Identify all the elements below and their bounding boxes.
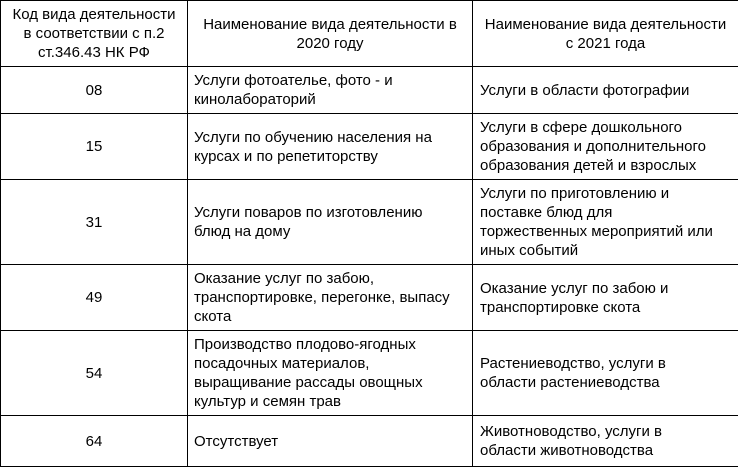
table-cell-name-2021: Оказание услуг по забою и транспортировке скота <box>473 265 738 331</box>
table-cell-name-2020: Услуги поваров по изготовлению блюд на дому <box>188 180 473 265</box>
table-row <box>1 331 738 416</box>
table-cell-name-2020: Услуги по обучению населения на курсах и по репетиторству <box>188 114 473 180</box>
table-row <box>1 265 738 331</box>
table-cell-name-2021: Услуги в области фотографии <box>473 67 738 114</box>
table-row <box>1 416 738 467</box>
table-header-row <box>1 1 738 67</box>
table-cell-name-2020: Отсутствует <box>188 416 473 467</box>
table-cell-code: 15 <box>1 114 188 180</box>
table-row <box>1 114 738 180</box>
header-cell-code: Код вида деятельности в соответствии с п.2 ст.346.43 НК РФ <box>1 1 188 67</box>
table-cell-name-2021: Услуги в сфере дошкольного образования и дополнительного образования детей и взрослых <box>473 114 738 180</box>
table-cell-code: 54 <box>1 331 188 416</box>
table-cell-name-2020: Услуги фотоателье, фото - и кинолабораторий <box>188 67 473 114</box>
table-cell-name-2021: Животноводство, услуги в области животноводства <box>473 416 738 467</box>
table-row <box>1 180 738 265</box>
table-cell-code: 49 <box>1 265 188 331</box>
table-cell-code: 64 <box>1 416 188 467</box>
table-cell-name-2020: Производство плодово-ягодных посадочных материалов, выращивание рассады овощных культур и семян трав <box>188 331 473 416</box>
header-cell-name-2021: Наименование вида деятельности с 2021 года <box>473 1 738 67</box>
table-cell-code: 31 <box>1 180 188 265</box>
table-cell-name-2020: Оказание услуг по забою, транспортировке, перегонке, выпасу скота <box>188 265 473 331</box>
table-cell-name-2021: Растениеводство, услуги в области растениеводства <box>473 331 738 416</box>
table-cell-name-2021: Услуги по приготовлению и поставке блюд для торжественных мероприятий или иных событий <box>473 180 738 265</box>
header-cell-name-2020: Наименование вида деятельности в 2020 году <box>188 1 473 67</box>
table-cell-code: 08 <box>1 67 188 114</box>
table-row <box>1 67 738 114</box>
